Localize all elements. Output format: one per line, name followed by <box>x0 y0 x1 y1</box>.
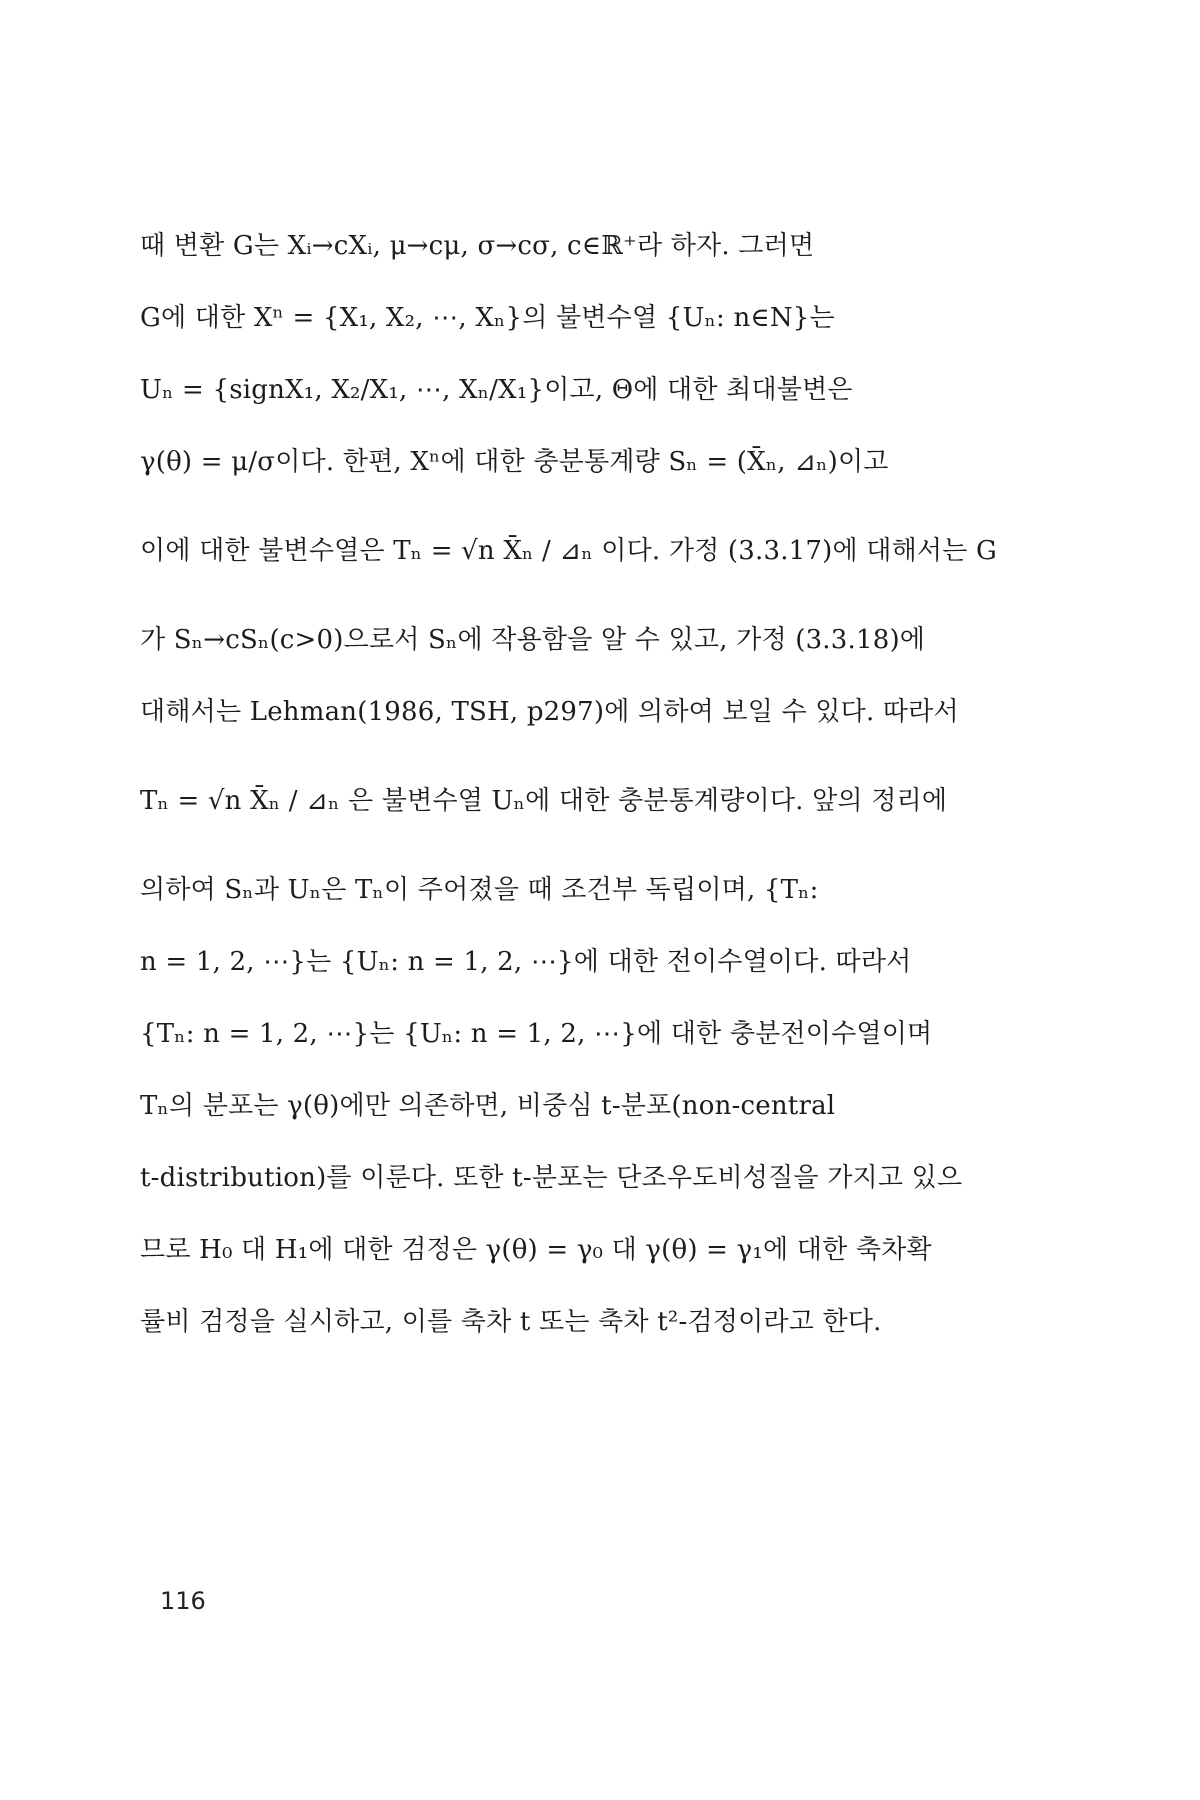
text-line-12: Tₙ의 분포는 γ(θ)에만 의존하면, 비중심 t-분포(non-central <box>140 1091 836 1121</box>
text-line-4: γ(θ) = μ/σ이다. 한편, Xⁿ에 대한 충분통계량 Sₙ = (X̄ₙ, ⊿ₙ)이고 <box>140 447 889 477</box>
text-line-6: 가 Sₙ→cSₙ(c>0)으로서 Sₙ에 작용함을 알 수 있고, 가정 (3.3.18)에 <box>140 625 926 655</box>
text-line-14: 므로 H₀ 대 H₁에 대한 검정은 γ(θ) = γ₀ 대 γ(θ) = γ₁에 대한 축차확 <box>140 1235 932 1265</box>
text-line-5: 이에 대한 불변수열은 Tₙ = √n X̄ₙ / ⊿ₙ 이다. 가정 (3.3.17)에 대해서는 G <box>140 536 997 566</box>
text-line-11: {Tₙ: n = 1, 2, ⋯}는 {Uₙ: n = 1, 2, ⋯}에 대한 충분전이수열이며 <box>140 1019 933 1049</box>
text-line-2: G에 대한 Xⁿ = {X₁, X₂, ⋯, Xₙ}의 불변수열 {Uₙ: n∈N}는 <box>140 303 835 333</box>
body-text <box>140 210 1058 1358</box>
text-line-8: Tₙ = √n X̄ₙ / ⊿ₙ 은 불변수열 Uₙ에 대한 충분통계량이다. 앞의 정리에 <box>140 786 948 816</box>
text-line-13: t-distribution)를 이룬다. 또한 t-분포는 단조우도비성질을 가지고 있으 <box>140 1163 963 1193</box>
text-line-15: 률비 검정을 실시하고, 이를 축차 t 또는 축차 t²-검정이라고 한다. <box>140 1307 882 1337</box>
page-number: 116 <box>160 1587 206 1615</box>
text-line-9: 의하여 Sₙ과 Uₙ은 Tₙ이 주어졌을 때 조건부 독립이며, {Tₙ: <box>140 875 819 905</box>
text-line-1: 때 변환 G는 Xᵢ→cXᵢ, μ→cμ, σ→cσ, c∈ℝ⁺라 하자. 그러면 <box>140 231 815 261</box>
text-line-7: 대해서는 Lehman(1986, TSH, p297)에 의하여 보일 수 있다. 따라서 <box>140 697 959 727</box>
text-line-10: n = 1, 2, ⋯}는 {Uₙ: n = 1, 2, ⋯}에 대한 전이수열이다. 따라서 <box>140 947 912 977</box>
text-line-3: Uₙ = {signX₁, X₂/X₁, ⋯, Xₙ/X₁}이고, Θ에 대한 최대불변은 <box>140 375 853 405</box>
